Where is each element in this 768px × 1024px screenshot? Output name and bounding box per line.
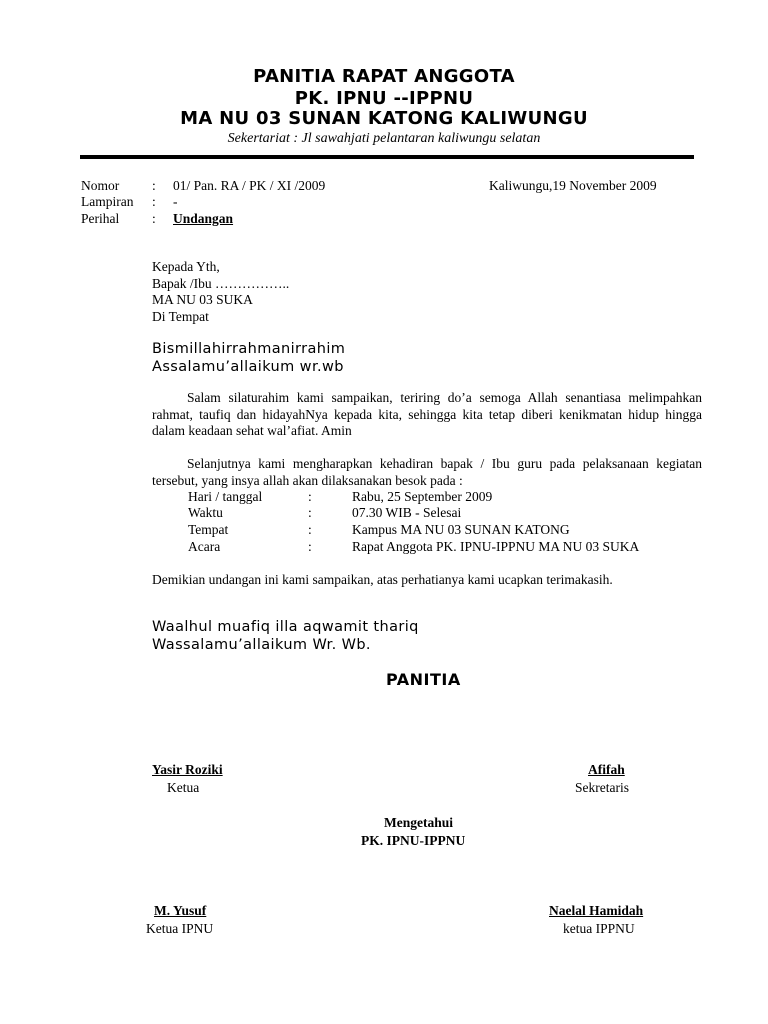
detail-colon: : (308, 522, 312, 537)
lampiran-value: - (173, 194, 178, 209)
closing-line-2: Wassalamu’allaikum Wr. Wb. (152, 637, 371, 653)
perihal-colon: : (152, 211, 156, 226)
closing-line-1: Waalhul muafiq illa aqwamit thariq (152, 619, 419, 635)
perihal-value: Undangan (173, 211, 234, 226)
bismillah: Bismillahirrahmanirrahim (152, 341, 346, 357)
letterhead-school: MA NU 03 SUNAN KATONG KALIWUNGU (180, 108, 588, 129)
detail-colon: : (308, 489, 312, 504)
left-signer-title: Ketua (167, 780, 200, 795)
perihal-label: Perihal (81, 211, 120, 226)
secretariat-address: Sekertariat : Jl sawahjati pelantaran kaliwungu selatan (227, 131, 541, 146)
body-paragraph-2: Selanjutnya kami mengharapkan kehadiran bapak / Ibu guru pada pelaksanaan kegiatan tersebut, yang insya allah akan dilaksanakan besok pada : (152, 456, 702, 488)
place-date: Kaliwungu,19 November 2009 (489, 178, 657, 193)
detail-colon: : (308, 539, 312, 554)
nomor-label: Nomor (81, 178, 120, 193)
body-paragraph-3: Demikian undangan ini kami sampaikan, atas perhatianya kami ucapkan terimakasih. (152, 572, 613, 587)
recipient-line-3: MA NU 03 SUKA (152, 292, 253, 307)
bottom-left-signer-title: Ketua IPNU (146, 921, 214, 936)
detail-value: 07.30 WIB - Selesai (352, 505, 462, 520)
nomor-value: 01/ Pan. RA / PK / XI /2009 (173, 178, 326, 193)
bottom-right-signer-title: ketua IPPNU (563, 921, 635, 936)
detail-label: Waktu (188, 505, 223, 520)
acknowledged-label: Mengetahui (384, 815, 453, 830)
bottom-right-signer-name: Naelal Hamidah (549, 903, 644, 918)
detail-colon: : (308, 505, 312, 520)
org-label: PK. IPNU-IPPNU (361, 833, 466, 848)
header-divider (80, 155, 694, 159)
lampiran-colon: : (152, 194, 156, 209)
salam-opening: Assalamu’allaikum wr.wb (152, 359, 344, 375)
detail-label: Hari / tanggal (188, 489, 263, 504)
detail-label: Acara (188, 539, 221, 554)
bottom-left-signer-name: M. Yusuf (154, 903, 207, 918)
nomor-colon: : (152, 178, 156, 193)
left-signer-name: Yasir Roziki (152, 762, 223, 777)
letterhead-subtitle: PK. IPNU --IPPNU (294, 88, 474, 109)
recipient-line-2: Bapak /Ibu …………….. (152, 276, 290, 291)
detail-label: Tempat (188, 522, 229, 537)
lampiran-label: Lampiran (81, 194, 134, 209)
right-signer-title: Sekretaris (575, 780, 629, 795)
letterhead-title: PANITIA RAPAT ANGGOTA (253, 66, 515, 87)
body-paragraph-1: Salam silaturahim kami sampaikan, teriring do’a semoga Allah senantiasa melimpahkan rahmat, taufiq dan hidayahNya kepada kita, sehingga kita tetap diberi kenikmatan hidup hingga dalam keadaan sehat wal’afiat. Amin (152, 390, 702, 438)
detail-value: Rapat Anggota PK. IPNU-IPPNU MA NU 03 SUKA (352, 539, 640, 554)
recipient-line-4: Di Tempat (152, 309, 209, 324)
committee-heading: PANITIA (386, 670, 461, 689)
recipient-line-1: Kepada Yth, (152, 259, 220, 274)
detail-value: Kampus MA NU 03 SUNAN KATONG (352, 522, 570, 537)
detail-value: Rabu, 25 September 2009 (352, 489, 493, 504)
right-signer-name: Afifah (588, 762, 625, 777)
